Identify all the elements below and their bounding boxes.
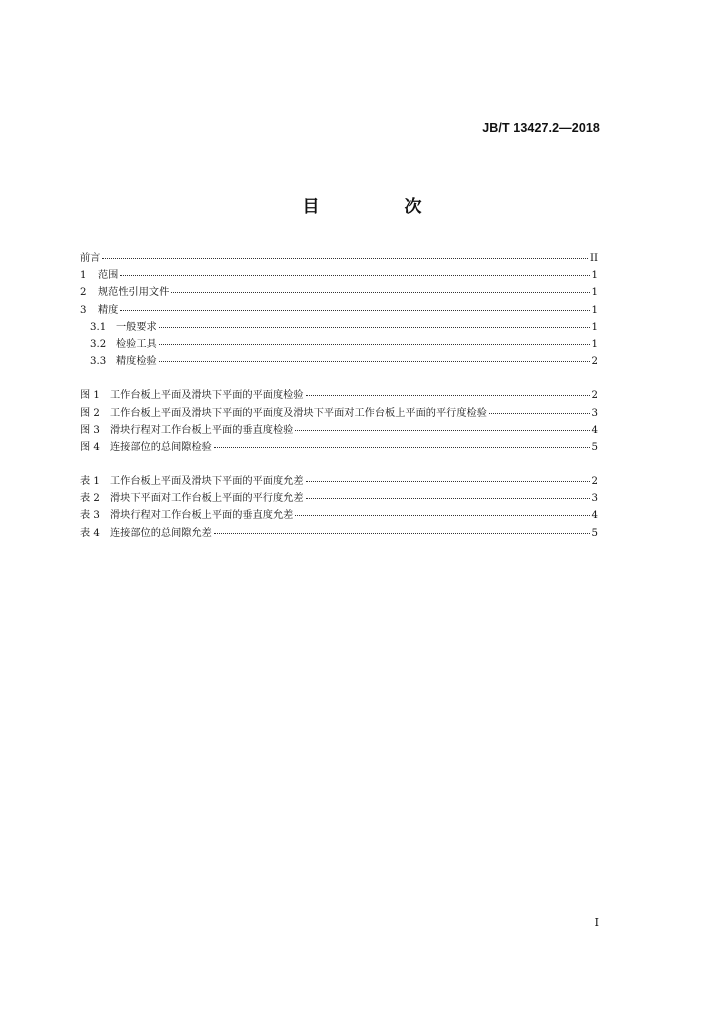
dot-leader [214, 447, 590, 448]
toc-entry-page: 1 [591, 321, 598, 333]
dot-leader [159, 361, 590, 362]
dot-leader [102, 258, 588, 259]
table-number: 表 3 [80, 510, 100, 522]
table-label: 连接部位的总间隙允差 [110, 527, 212, 539]
toc-entry-page: 1 [591, 338, 598, 350]
toc-entry-number: 1 [80, 270, 87, 282]
toc-entry-scope[interactable] [80, 267, 598, 284]
table-page: 4 [591, 510, 598, 522]
toc-entry-label: 一般要求 [116, 321, 157, 333]
toc-entry-page: II [589, 253, 598, 264]
toc-entry-page: 1 [591, 287, 598, 299]
table-number: 表 2 [80, 493, 100, 505]
figure-label: 滑块行程对工作台板上平面的垂直度检验 [110, 424, 294, 436]
toc-entry-inspection-tools[interactable] [80, 336, 598, 353]
figure-page: 5 [591, 441, 598, 453]
table-page: 2 [591, 476, 598, 488]
dot-leader [306, 395, 590, 396]
figure-label: 连接部位的总间隙检验 [110, 441, 212, 453]
toc-entry-label: 范围 [98, 270, 119, 282]
figure-label: 工作台板上平面及滑块下平面的平面度及滑块下平面对工作台板上平面的平行度检验 [110, 407, 487, 419]
dot-leader [489, 413, 590, 414]
section-gap [80, 370, 598, 387]
toc-entry-number: 3 [80, 304, 87, 316]
toc-entry-label: 精度检验 [116, 356, 157, 368]
toc-entry-general-requirements[interactable] [80, 319, 598, 336]
toc-entry-label: 检验工具 [116, 338, 157, 350]
table-label: 滑块下平面对工作台板上平面的平行度允差 [110, 493, 304, 505]
page-number: I [594, 916, 599, 929]
toc-entry-foreword[interactable] [80, 250, 598, 267]
standard-code: JB/T 13427.2—2018 [482, 121, 600, 135]
table-label: 工作台板上平面及滑块下平面的平面度允差 [110, 476, 304, 488]
table-of-contents [80, 250, 598, 542]
table-number: 表 4 [80, 527, 100, 539]
toc-entry-page: 1 [591, 304, 598, 316]
section-gap [80, 456, 598, 473]
figure-label: 工作台板上平面及滑块下平面的平面度检验 [110, 390, 304, 402]
toc-figure-1[interactable] [80, 387, 598, 404]
table-number: 表 1 [80, 476, 100, 488]
dot-leader [120, 310, 589, 311]
figure-number: 图 3 [80, 424, 100, 436]
toc-table-3[interactable] [80, 507, 598, 524]
figure-page: 3 [591, 407, 598, 419]
dot-leader [295, 515, 589, 516]
toc-entry-label: 规范性引用文件 [98, 287, 170, 299]
dot-leader [171, 292, 589, 293]
toc-entry-label: 前言 [80, 253, 101, 264]
dot-leader [306, 481, 590, 482]
toc-entry-number: 3.3 [90, 356, 107, 368]
dot-leader [214, 533, 590, 534]
table-label: 滑块行程对工作台板上平面的垂直度允差 [110, 510, 294, 522]
toc-entry-page: 1 [591, 270, 598, 282]
toc-entry-normative-references[interactable] [80, 284, 598, 301]
toc-figure-2[interactable] [80, 405, 598, 422]
toc-entry-accuracy[interactable] [80, 302, 598, 319]
figure-number: 图 1 [80, 390, 100, 402]
dot-leader [120, 275, 589, 276]
table-page: 5 [591, 527, 598, 539]
toc-entry-number: 2 [80, 287, 87, 299]
toc-figure-4[interactable] [80, 439, 598, 456]
toc-table-4[interactable] [80, 525, 598, 542]
dot-leader [306, 498, 590, 499]
figure-number: 图 2 [80, 407, 100, 419]
dot-leader [159, 344, 590, 345]
toc-table-2[interactable] [80, 490, 598, 507]
toc-table-1[interactable] [80, 473, 598, 490]
toc-entry-page: 2 [591, 356, 598, 368]
toc-entry-number: 3.1 [90, 321, 107, 333]
toc-entry-number: 3.2 [90, 338, 107, 350]
figure-page: 4 [591, 424, 598, 436]
toc-title: 目 次 [302, 197, 456, 217]
toc-figure-3[interactable] [80, 422, 598, 439]
toc-entry-accuracy-inspection[interactable] [80, 353, 598, 370]
dot-leader [295, 430, 589, 431]
figure-number: 图 4 [80, 441, 100, 453]
figure-page: 2 [591, 390, 598, 402]
table-page: 3 [591, 493, 598, 505]
dot-leader [159, 327, 590, 328]
toc-entry-label: 精度 [98, 304, 119, 316]
